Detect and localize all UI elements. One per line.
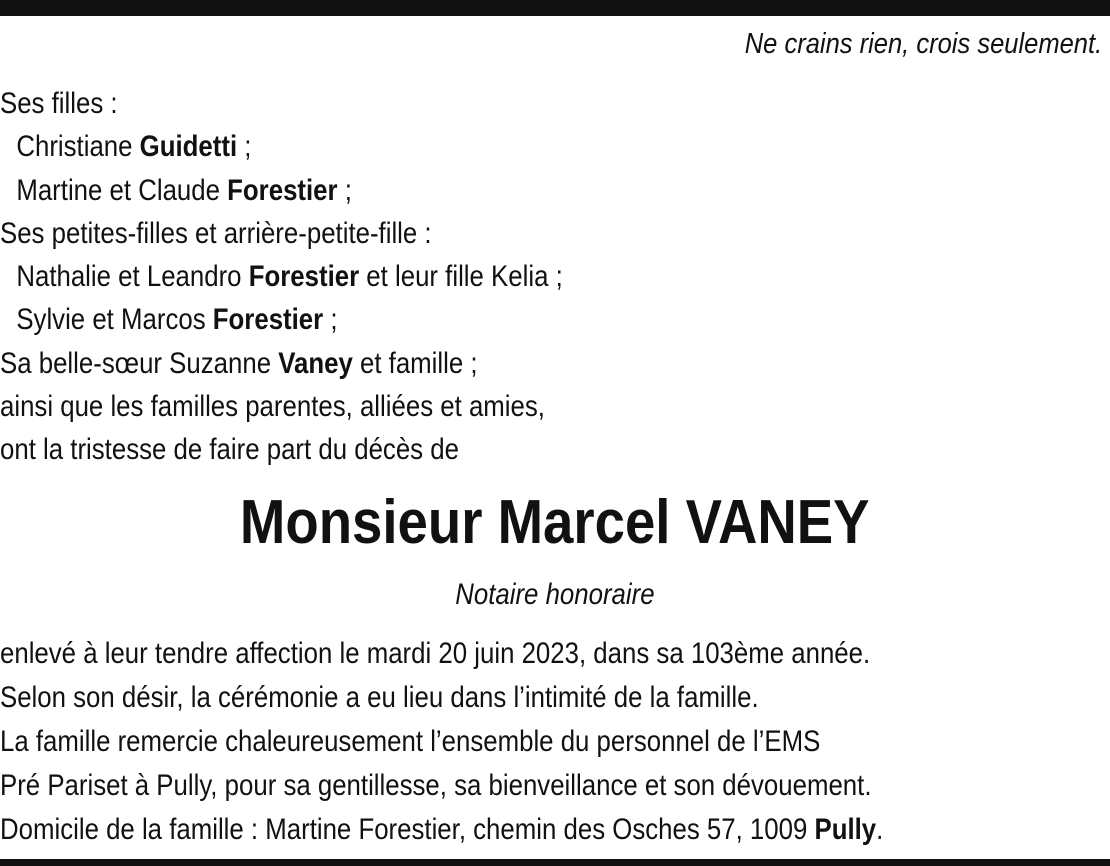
address-end: . bbox=[876, 813, 884, 846]
details-line: enlevé à leur tendre affection le mardi 20 juin 2023, dans sa 103ème année. bbox=[0, 637, 871, 670]
surname: Forestier bbox=[248, 260, 360, 294]
grandchildren-heading: Ses petites-filles et arrière-petite-fille : bbox=[0, 216, 432, 250]
deceased-name bbox=[0, 485, 1110, 561]
entry-end: ; bbox=[237, 130, 252, 164]
deceased-name-text: Monsieur Marcel VANEY bbox=[240, 488, 870, 557]
address-text: Domicile de la famille : Martine Forestier, chemin des Osches 57, 1009 bbox=[0, 813, 808, 846]
family-list bbox=[0, 82, 1110, 472]
daughters-heading: Ses filles : bbox=[0, 87, 118, 120]
grandchild-entry bbox=[0, 255, 955, 298]
address-city: Pully bbox=[814, 813, 877, 846]
given-names: Nathalie et Leandro bbox=[16, 260, 242, 294]
given-names: Sa belle-sœur Suzanne bbox=[0, 346, 272, 380]
deceased-title-text: Notaire honoraire bbox=[455, 578, 655, 611]
deceased-title bbox=[0, 574, 1110, 616]
details-line: Pré Pariset à Pully, pour sa gentillesse, sa bienveillance et son dévouement. bbox=[0, 769, 872, 802]
surname: Forestier bbox=[212, 303, 324, 337]
given-names: Christiane bbox=[16, 130, 133, 164]
motto: Ne crains rien, crois seulement. bbox=[744, 28, 1102, 60]
given-names: Martine et Claude bbox=[16, 173, 220, 207]
details-line: Selon son désir, la cérémonie a eu lieu dans l’intimité de la famille. bbox=[0, 681, 759, 714]
grandchild-entry bbox=[0, 298, 955, 341]
given-names: Sylvie et Marcos bbox=[16, 303, 206, 337]
address-line bbox=[0, 808, 955, 852]
relatives-line: ainsi que les familles parentes, alliées et amies, bbox=[0, 390, 545, 424]
bottom-rule bbox=[0, 859, 1110, 866]
announcement-line: ont la tristesse de faire part du décès de bbox=[0, 433, 459, 467]
surname: Vaney bbox=[278, 346, 353, 380]
entry-end: et leur fille Kelia ; bbox=[359, 260, 563, 294]
surname: Forestier bbox=[227, 173, 338, 207]
details-line: La famille remercie chaleureusement l’ensemble du personnel de l’EMS bbox=[0, 725, 821, 758]
surname: Guidetti bbox=[139, 130, 238, 164]
entry-end: et famille ; bbox=[352, 346, 478, 380]
daughter-entry bbox=[0, 125, 955, 168]
entry-end: ; bbox=[323, 303, 338, 337]
entry-end: ; bbox=[337, 173, 352, 207]
obituary-details bbox=[0, 632, 1110, 852]
daughter-entry bbox=[0, 169, 955, 212]
top-rule bbox=[0, 0, 1110, 16]
sister-in-law-entry bbox=[0, 342, 955, 385]
